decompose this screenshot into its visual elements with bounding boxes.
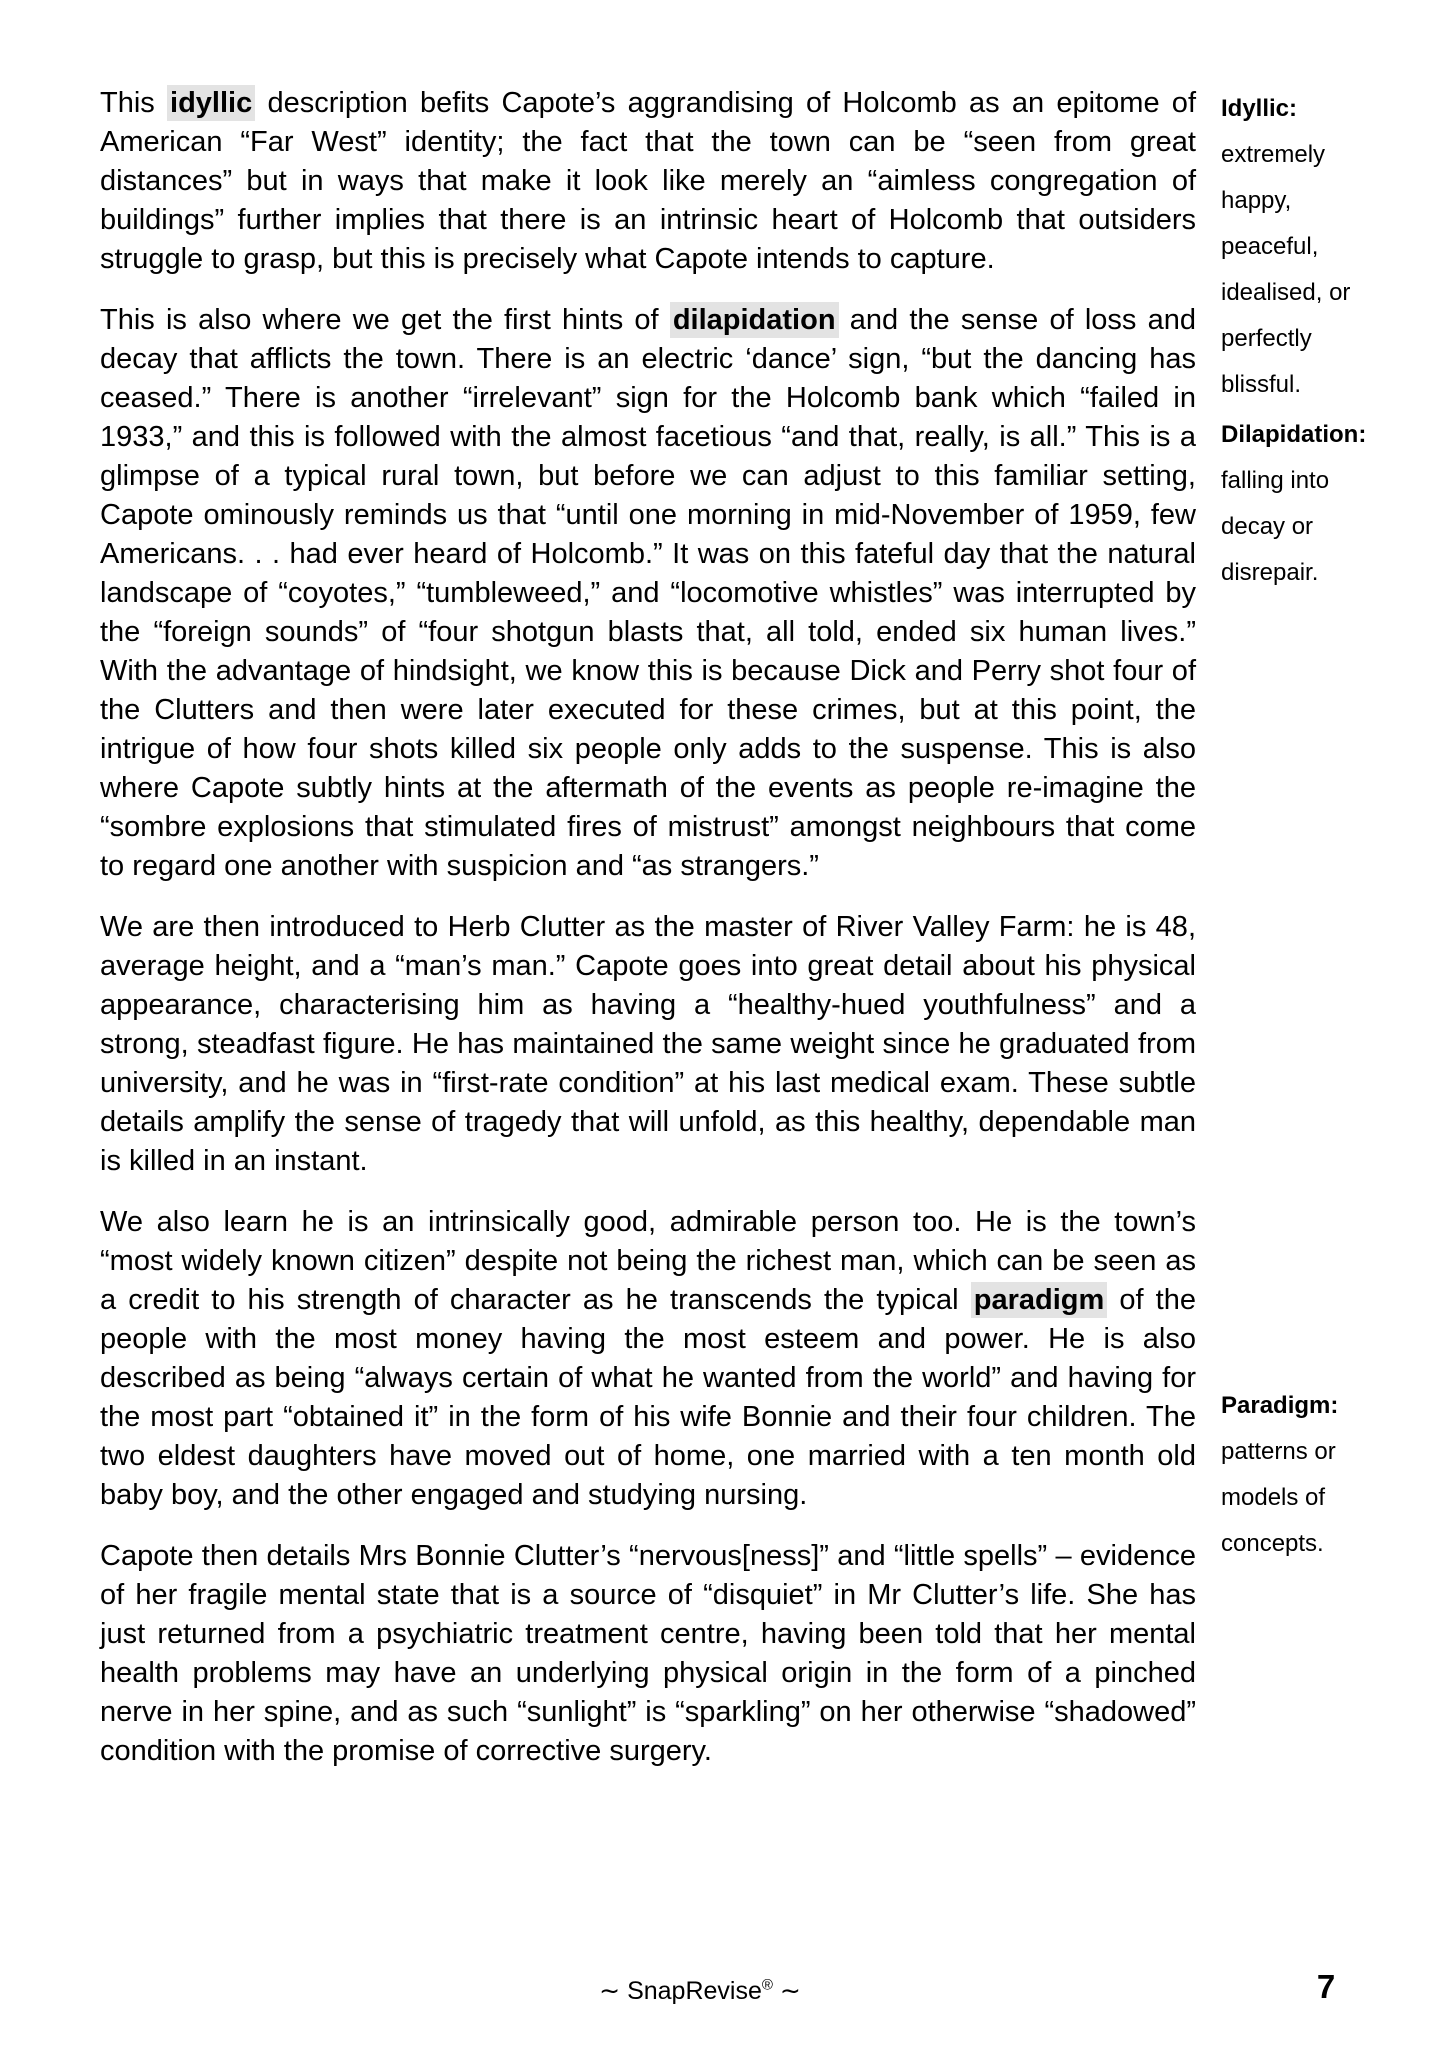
margin-term: Dilapidation: (1221, 421, 1367, 448)
paragraph (100, 301, 1196, 886)
margin-note-dilapidation (1221, 412, 1393, 596)
margin-definition: patterns or models of concepts. (1221, 1438, 1336, 1557)
paragraph (100, 1537, 1196, 1771)
margin-definition: falling into decay or disrepair. (1221, 467, 1330, 586)
paragraph (100, 1203, 1196, 1515)
highlighted-term: paradigm (971, 1282, 1108, 1318)
margin-note-idyllic (1221, 86, 1393, 408)
footer-brand (0, 1976, 1400, 2006)
margin-term: Idyllic: (1221, 95, 1298, 122)
main-text-column (100, 84, 1196, 1793)
footer-tilde-right: ∼ (779, 1977, 801, 2005)
highlighted-term: idyllic (167, 85, 255, 121)
text-run: We are then introduced to Herb Clutter as the master of River Valley Farm: he is 48, average height, and a “man’s man.” Capote goes into great detail about his physical appearance, characterising him as having a “healthy-hued youthfulness” and a strong, steadfast figure. He has maintained the same weight since he graduated from university, and he was in “first-rate condition” at his last medical exam. These subtle details amplify the sense of tragedy that will unfold, as this healthy, dependable man is killed in an instant. (100, 911, 1196, 1177)
margin-term: Paradigm: (1221, 1392, 1339, 1419)
paragraph (100, 84, 1196, 279)
text-run: This (100, 87, 168, 119)
text-run: of the people with the most money having the most esteem and power. He is also described as being “always certain of what he wanted from the world” and having for the most part “obtained it” in the form of his wife Bonnie and their four children. The two eldest daughters have moved out of home, one married with a ten month old baby boy, and the other engaged and studying nursing. (100, 1284, 1196, 1511)
margin-note-paradigm (1221, 1383, 1393, 1567)
text-run: and the sense of loss and decay that afflicts the town. There is an electric ‘dance’ sign, “but the dancing has ceased.” There is another “irrelevant” sign for the Holcomb bank which “failed in 1933,” and this is followed with the almost facetious “and that, really, is all.” This is a glimpse of a typical rural town, but before we can adjust to this familiar setting, Capote ominously reminds us that “until one morning in mid-November of 1959, few Americans. . . had ever heard of Holcomb.” It was on this fateful day that the natural landscape of “coyotes,” “tumbleweed,” and “locomotive whistles” was interrupted by the “foreign sounds” of “four shotgun blasts that, all told, ended six human lives.” With the advantage of hindsight, we know this is because Dick and Perry shot four of the Clutters and then were later executed for these crimes, but at this point, the intrigue of how four shots killed six people only adds to the suspense. This is also where Capote subtly hints at the aftermath of the events as people re-imagine the “sombre explosions that stimulated fires of mistrust” amongst neighbours that come to regard one another with suspicion and “as strangers.” (100, 304, 1197, 882)
text-run: Capote then details Mrs Bonnie Clutter’s “nervous[ness]” and “little spells” – evidence of her fragile mental state that is a source of “disquiet” in Mr Clutter’s life. She has just returned from a psychiatric treatment centre, having been told that her mental health problems may have an underlying physical origin in the form of a pinched nerve in her spine, and as such “sunlight” is “sparkling” on her otherwise “shadowed” condition with the promise of corrective surgery. (100, 1540, 1196, 1767)
footer-brand-name: SnapRevise (627, 1977, 762, 2005)
highlighted-term: dilapidation (670, 302, 839, 338)
page-number: 7 (1316, 1968, 1336, 2005)
margin-definition: extremely happy, peaceful, idealised, or perfectly blissful. (1221, 141, 1351, 398)
text-run: We also learn he is an intrinsically good, admirable person too. He is the town’s “most widely known citizen” despite not being the richest man, which can be seen as a credit to his strength of character as he transcends the typical (100, 1206, 1196, 1316)
registered-trademark-icon: ® (761, 1976, 773, 1994)
paragraph (100, 908, 1196, 1181)
footer-tilde-left: ∼ (599, 1977, 621, 2005)
text-run: This is also where we get the first hints of (100, 304, 670, 336)
text-run: description befits Capote’s aggrandising of Holcomb as an epitome of American “Far West” identity; the fact that the town can be “seen from great distances” but in ways that make it look like merely an “aimless congregation of buildings” further implies that there is an intrinsic heart of Holcomb that outsiders struggle to grasp, but this is precisely what Capote intends to capture. (100, 87, 1196, 275)
